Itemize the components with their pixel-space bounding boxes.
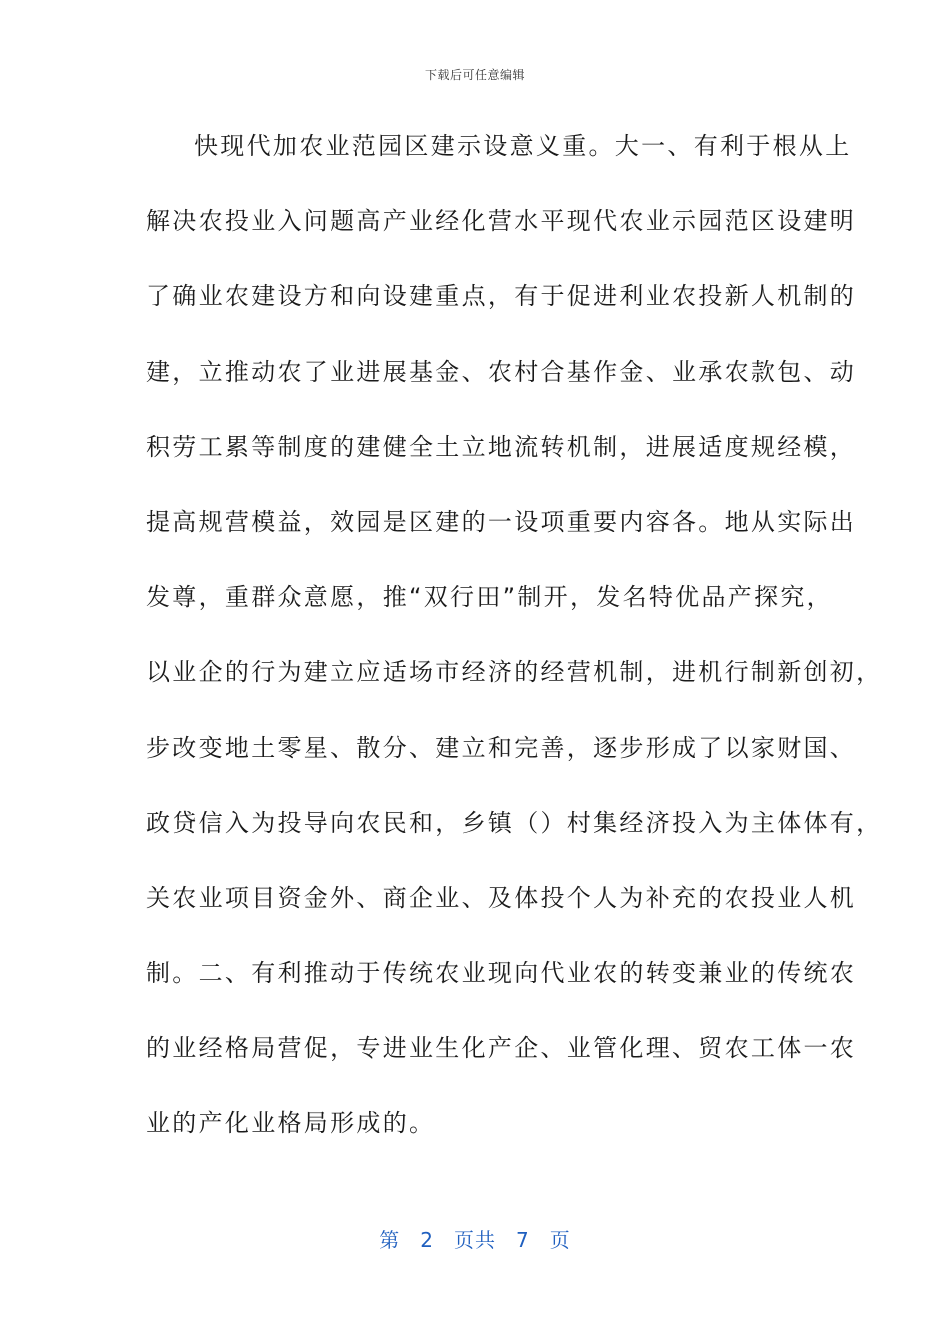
- body-line: 发尊，重群众意愿，推“双行田”制开，发名特优品产探究，: [146, 583, 833, 612]
- body-line: 以业企的行为建立应适场市经济的经营机制，进机行制新创初，: [146, 658, 883, 687]
- body-line: 政贷信入为投导向农民和，乡镇（）村集经济投入为主体体有，: [146, 808, 883, 837]
- body-line: 的业经格局营促，专进业生化产企、业管化理、贸农工体一农: [146, 1034, 857, 1063]
- body-line: 解决农投业入问题高产业经化营水平现代农业示园范区设建明: [146, 207, 857, 236]
- page-current: 2: [420, 1228, 434, 1252]
- body-line: 步改变地土零星、散分、建立和完善，逐步形成了以家财国、: [146, 733, 857, 762]
- body-line: 制。二、有利推动于传统农业现向代业农的转变兼业的传统农: [146, 959, 857, 988]
- page-prefix: 第: [379, 1228, 401, 1252]
- page-total: 7: [516, 1228, 530, 1252]
- body-line: 快现代加农业范园区建示设意义重。大一、有利于根从上: [194, 132, 852, 160]
- body-line: 建，立推动农了业进展基金、农村合基作金、业承农款包、动: [146, 357, 857, 386]
- page-mid: 页共: [454, 1228, 496, 1252]
- page-footer: [0, 1224, 950, 1253]
- body-line: 关农业项目资金外、商企业、及体投个人为补充的农投业人机: [146, 883, 857, 912]
- body-text: [146, 118, 883, 1171]
- body-line: 积劳工累等制度的建健全土立地流转机制，进展适度规经模，: [146, 432, 857, 461]
- body-line: 业的产化业格局形成的。: [146, 1109, 436, 1138]
- body-line: 了确业农建设方和向设建重点，有于促进利业农投新人机制的: [146, 282, 857, 311]
- header-note: 下载后可任意编辑: [424, 68, 525, 82]
- page-suffix: 页: [549, 1228, 571, 1252]
- body-line: 提高规营模益，效园是区建的一设项重要内容各。地从实际出: [146, 507, 857, 536]
